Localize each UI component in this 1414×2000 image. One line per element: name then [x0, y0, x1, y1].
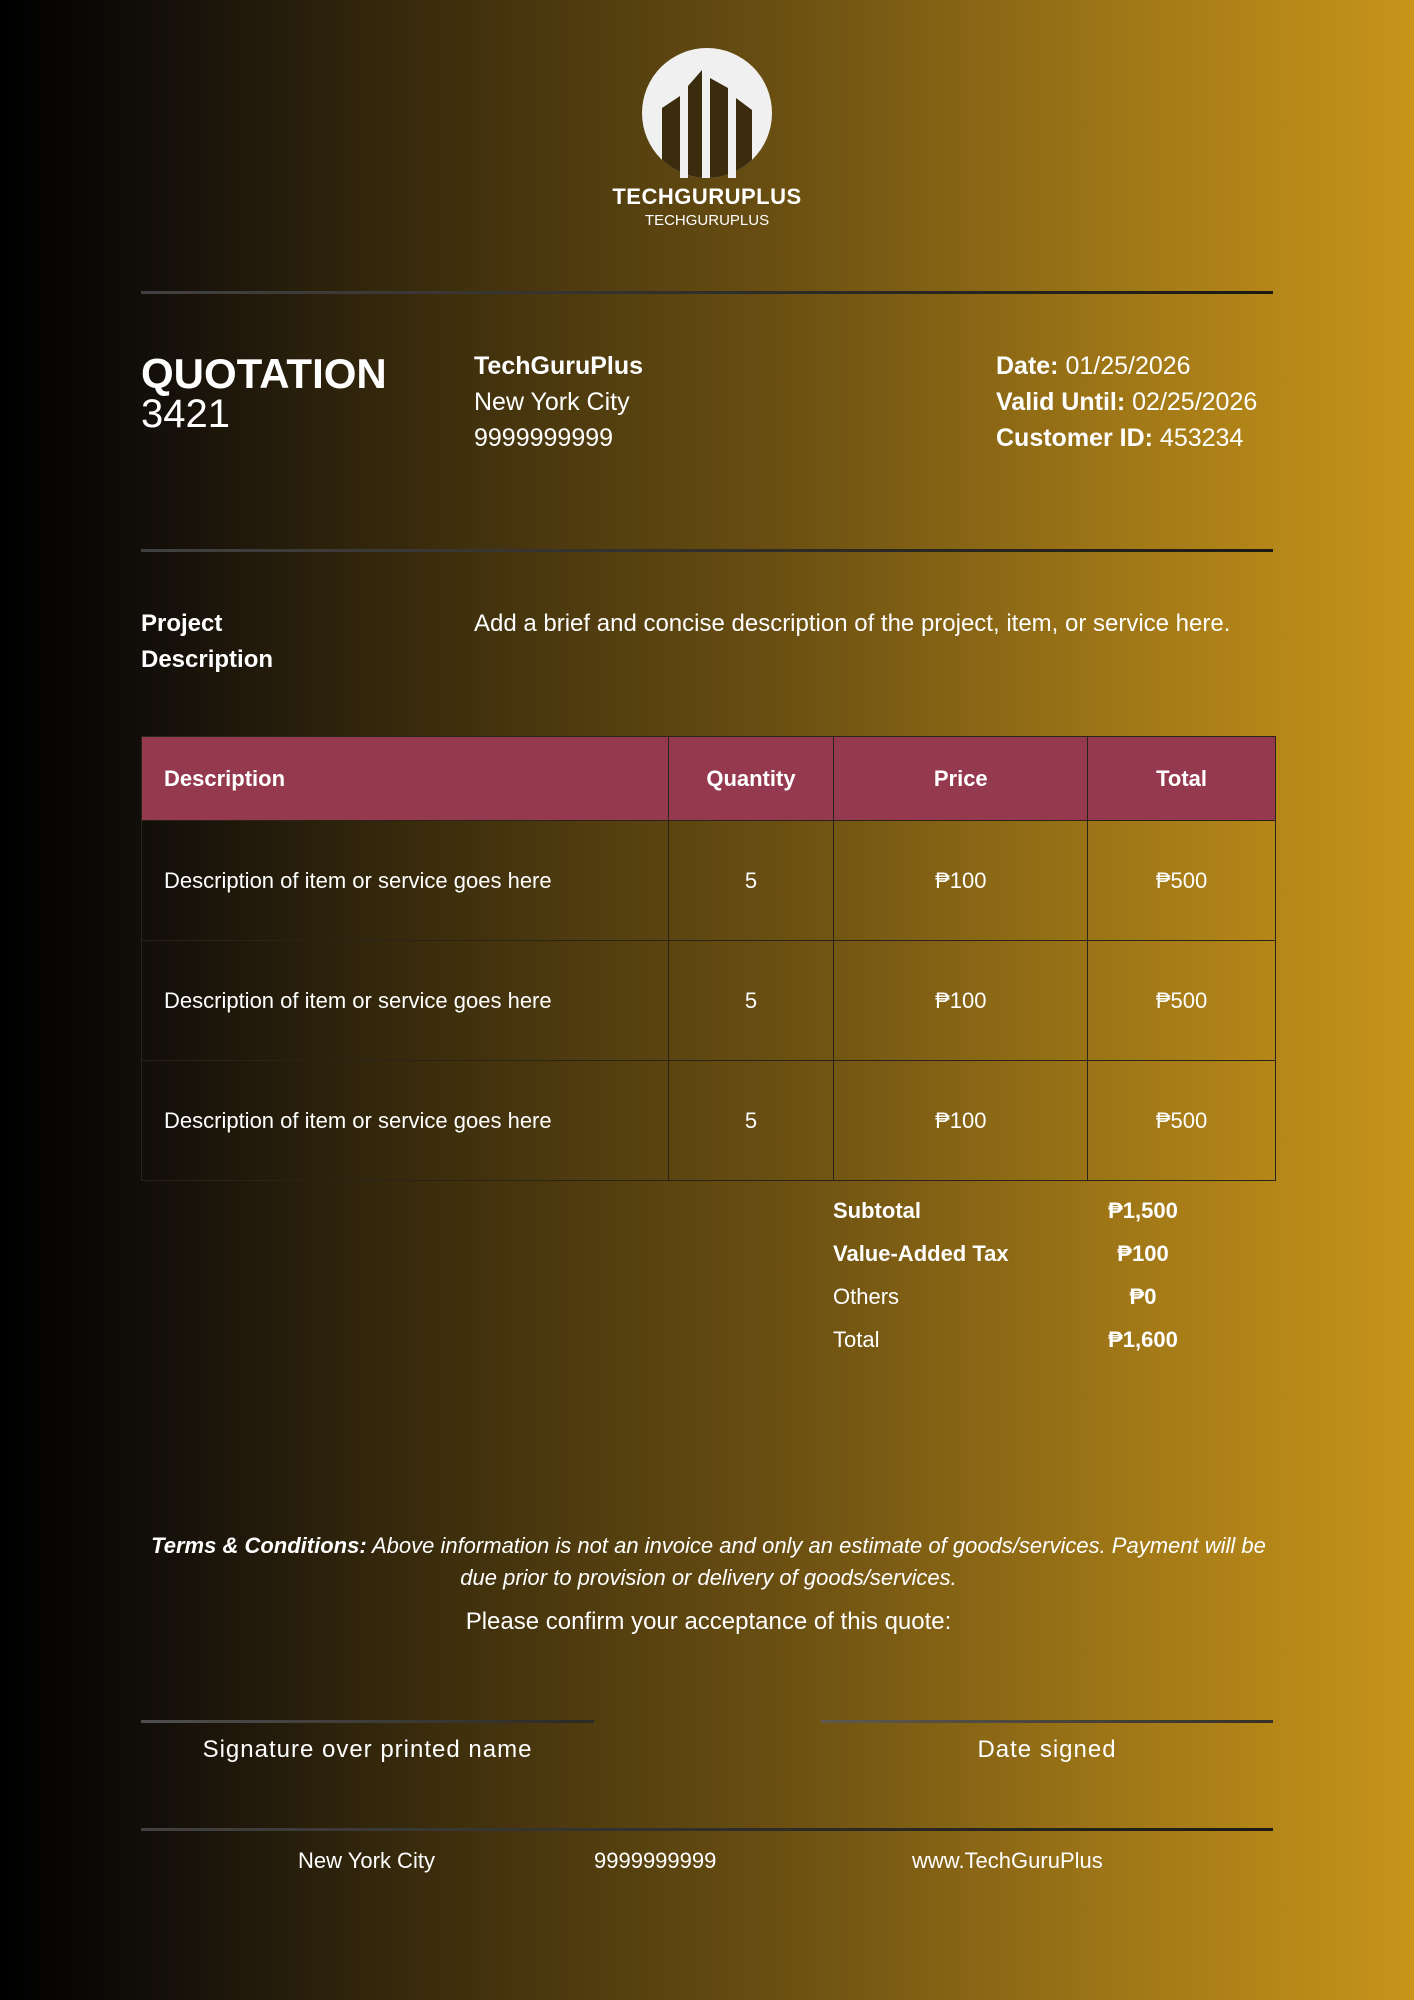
project-description-text: Add a brief and concise description of the project, item, or service here.	[474, 610, 1231, 637]
quote-meta	[996, 348, 1257, 456]
cell-price: ₱100	[834, 1061, 1088, 1181]
summary-row-subtotal	[833, 1198, 1253, 1241]
summary-row-total	[833, 1327, 1253, 1370]
subtotal-value: ₱1,500	[1108, 1198, 1178, 1223]
date-signed-line	[821, 1720, 1273, 1723]
company-city: New York City	[474, 388, 630, 416]
cell-description: Description of item or service goes here	[142, 941, 669, 1061]
subtotal-label: Subtotal	[833, 1198, 921, 1223]
terms-conditions	[141, 1530, 1276, 1594]
table-header-row	[142, 737, 1276, 821]
cell-quantity: 5	[668, 821, 834, 941]
table-row	[142, 821, 1276, 941]
terms-label: Terms & Conditions:	[151, 1533, 367, 1558]
divider-footer	[141, 1828, 1273, 1831]
header-price: Price	[834, 737, 1088, 821]
summary-row-vat	[833, 1241, 1253, 1284]
date-signed-label: Date signed	[977, 1736, 1117, 1763]
quotation-title: QUOTATION	[141, 350, 387, 397]
table-row	[142, 1061, 1276, 1181]
date-value: 01/25/2026	[1065, 352, 1191, 380]
total-value: ₱1,600	[1108, 1327, 1178, 1352]
company-info	[474, 348, 643, 456]
summary-block	[833, 1198, 1253, 1370]
date-label: Date:	[996, 352, 1059, 380]
divider-mid	[141, 549, 1273, 552]
cell-total: ₱500	[1088, 821, 1276, 941]
summary-row-others	[833, 1284, 1253, 1327]
customer-id-label: Customer ID:	[996, 424, 1153, 452]
customer-id-value: 453234	[1159, 424, 1244, 452]
header-total: Total	[1088, 737, 1276, 821]
others-value: ₱0	[1129, 1284, 1157, 1309]
logo-name: TECHGURUPLUS	[612, 184, 802, 209]
cell-total: ₱500	[1088, 941, 1276, 1061]
cell-quantity: 5	[668, 1061, 834, 1181]
valid-until-label: Valid Until:	[996, 388, 1126, 416]
building-logo-icon	[642, 48, 772, 178]
logo-subtitle: TECHGURUPLUS	[644, 212, 770, 229]
company-phone: 9999999999	[474, 424, 614, 452]
footer-website[interactable]: www.TechGuruPlus	[912, 1848, 1103, 1873]
confirm-text: Please confirm your acceptance of this quote:	[465, 1608, 952, 1635]
valid-until-value: 02/25/2026	[1132, 388, 1258, 416]
cell-description: Description of item or service goes here	[142, 1061, 669, 1181]
signature-line	[141, 1720, 594, 1723]
cell-quantity: 5	[668, 941, 834, 1061]
footer-phone: 9999999999	[594, 1848, 717, 1873]
table-row	[142, 941, 1276, 1061]
items-table	[141, 736, 1276, 1181]
others-label: Others	[833, 1284, 900, 1309]
header-description: Description	[142, 737, 669, 821]
cell-total: ₱500	[1088, 1061, 1276, 1181]
header-quantity: Quantity	[668, 737, 834, 821]
footer-city: New York City	[298, 1848, 435, 1873]
vat-label: Value-Added Tax	[833, 1241, 1009, 1266]
company-logo	[606, 48, 808, 229]
project-description-label: Project Description	[141, 610, 274, 673]
cell-price: ₱100	[834, 821, 1088, 941]
divider-top	[141, 291, 1273, 294]
vat-value: ₱100	[1117, 1241, 1169, 1266]
total-label: Total	[833, 1327, 880, 1352]
company-name: TechGuruPlus	[474, 352, 644, 380]
signature-label: Signature over printed name	[202, 1736, 533, 1763]
cell-description: Description of item or service goes here	[142, 821, 669, 941]
quotation-number: 3421	[141, 392, 230, 436]
terms-text: Above information is not an invoice and only an estimate of goods/services. Payment will be due prior to provision or delivery of goods/services.	[371, 1533, 1266, 1590]
cell-price: ₱100	[834, 941, 1088, 1061]
